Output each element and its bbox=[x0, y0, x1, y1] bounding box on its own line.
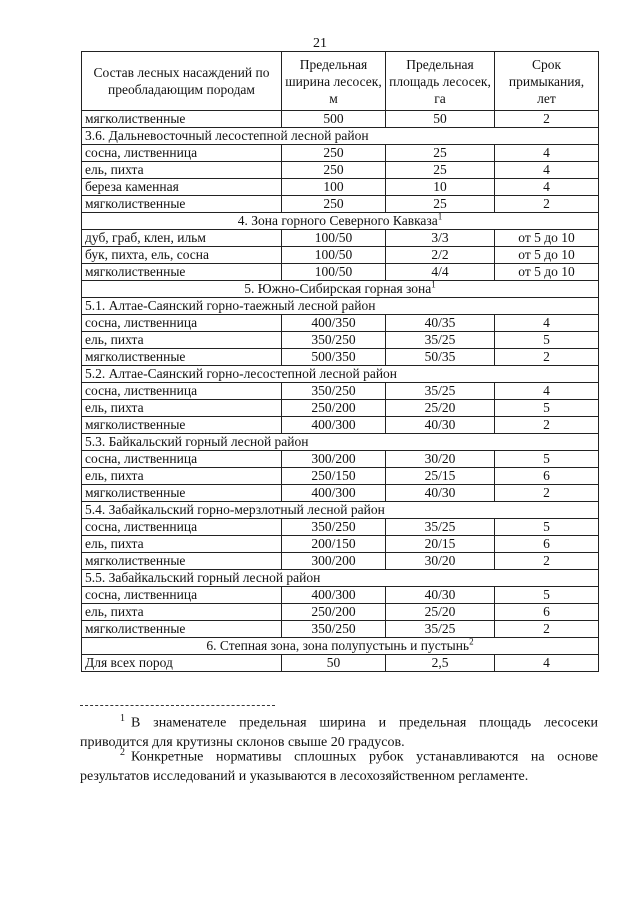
cell-species: мягколиственные bbox=[82, 417, 282, 434]
table-row bbox=[82, 111, 599, 128]
section-heading: 5.2. Алтае-Саянский горно-лесостепной лесной район bbox=[85, 366, 398, 381]
cell-width: 350/250 bbox=[282, 383, 386, 400]
cell-species: мягколиственные bbox=[82, 621, 282, 638]
cell-species: мягколиственные bbox=[82, 485, 282, 502]
cell-term: 5 bbox=[495, 587, 599, 604]
cell-width: 250 bbox=[282, 196, 386, 213]
cell-area: 30/20 bbox=[386, 553, 495, 570]
table-row bbox=[82, 162, 599, 179]
section-heading: 5.5. Забайкальский горный лесной район bbox=[85, 570, 321, 585]
cell-area: 25/20 bbox=[386, 400, 495, 417]
section-heading: 5.3. Байкальский горный лесной район bbox=[85, 434, 309, 449]
cell-area: 25 bbox=[386, 162, 495, 179]
footnote-2-text: Конкретные нормативы сплошных рубок устанавливаются на основе результатов исследований и указываются в лесохозяйственном регламенте. bbox=[80, 749, 598, 784]
table-row bbox=[82, 587, 599, 604]
cell-species: мягколиственные bbox=[82, 349, 282, 366]
table-row bbox=[82, 536, 599, 553]
cell-area: 40/30 bbox=[386, 417, 495, 434]
cell-species: ель, пихта bbox=[82, 536, 282, 553]
cell-area: 2,5 bbox=[386, 655, 495, 672]
table-row bbox=[82, 230, 599, 247]
cell-species: ель, пихта bbox=[82, 604, 282, 621]
cell-term: 5 bbox=[495, 519, 599, 536]
cell-species: ель, пихта bbox=[82, 162, 282, 179]
table-row bbox=[82, 332, 599, 349]
zone-heading: 5. Южно-Сибирская горная зона bbox=[244, 281, 432, 296]
cell-width: 400/300 bbox=[282, 485, 386, 502]
cell-term: 5 bbox=[495, 451, 599, 468]
footnote-2-mark: 2 bbox=[120, 747, 125, 758]
header-area: Предельная площадь лесосек, га bbox=[386, 52, 495, 111]
table-row bbox=[82, 621, 599, 638]
cell-term: 4 bbox=[495, 655, 599, 672]
zone-heading: 6. Степная зона, зона полупустынь и пустынь bbox=[206, 638, 470, 653]
cell-species: мягколиственные bbox=[82, 264, 282, 281]
table-row bbox=[82, 519, 599, 536]
section-heading-row bbox=[82, 298, 599, 315]
header-species: Состав лесных насаждений по преобладающим породам bbox=[82, 52, 282, 111]
cell-area: 50 bbox=[386, 111, 495, 128]
table-row bbox=[82, 655, 599, 672]
zone-heading: 4. Зона горного Северного Кавказа bbox=[237, 213, 438, 228]
cell-area: 50/35 bbox=[386, 349, 495, 366]
footnote-separator bbox=[80, 705, 275, 706]
cell-width: 250/150 bbox=[282, 468, 386, 485]
cell-width: 300/200 bbox=[282, 553, 386, 570]
cell-width: 250 bbox=[282, 162, 386, 179]
cell-width: 250 bbox=[282, 145, 386, 162]
footnote-ref: 1 bbox=[437, 212, 443, 222]
footnote-ref: 1 bbox=[431, 280, 436, 290]
cell-term: 6 bbox=[495, 604, 599, 621]
table-row bbox=[82, 383, 599, 400]
cell-width: 250/200 bbox=[282, 400, 386, 417]
zone-heading-row bbox=[82, 638, 599, 655]
table-row bbox=[82, 485, 599, 502]
table-row bbox=[82, 196, 599, 213]
cell-species: ель, пихта bbox=[82, 400, 282, 417]
footnote-1-mark: 1 bbox=[120, 713, 125, 724]
cell-area: 35/25 bbox=[386, 621, 495, 638]
cell-area: 40/35 bbox=[386, 315, 495, 332]
table-row bbox=[82, 179, 599, 196]
cell-width: 500/350 bbox=[282, 349, 386, 366]
table-row bbox=[82, 604, 599, 621]
cell-area: 25/15 bbox=[386, 468, 495, 485]
cell-area: 30/20 bbox=[386, 451, 495, 468]
footnote-2 bbox=[80, 743, 598, 786]
section-heading: 5.4. Забайкальский горно-мерзлотный лесной район bbox=[85, 502, 385, 517]
table-row bbox=[82, 264, 599, 281]
cell-width: 400/300 bbox=[282, 587, 386, 604]
cell-species: ель, пихта bbox=[82, 332, 282, 349]
cell-species: сосна, лиственница bbox=[82, 519, 282, 536]
cell-width: 100/50 bbox=[282, 230, 386, 247]
zone-heading-row bbox=[82, 213, 599, 230]
cell-species: мягколиственные bbox=[82, 196, 282, 213]
footnote-ref: 2 bbox=[469, 637, 474, 647]
header-width: Предельная ширина лесосек, м bbox=[282, 52, 386, 111]
cell-width: 200/150 bbox=[282, 536, 386, 553]
table-row bbox=[82, 553, 599, 570]
cell-width: 100/50 bbox=[282, 247, 386, 264]
cell-area: 40/30 bbox=[386, 587, 495, 604]
table-row bbox=[82, 247, 599, 264]
cell-area: 4/4 bbox=[386, 264, 495, 281]
cell-term: 4 bbox=[495, 162, 599, 179]
cell-term: 2 bbox=[495, 111, 599, 128]
clear-cutting-norms-table bbox=[81, 51, 599, 672]
cell-species: дуб, граб, клен, ильм bbox=[82, 230, 282, 247]
table-row bbox=[82, 349, 599, 366]
cell-area: 35/25 bbox=[386, 519, 495, 536]
cell-species: береза каменная bbox=[82, 179, 282, 196]
section-heading-row bbox=[82, 502, 599, 519]
cell-width: 50 bbox=[282, 655, 386, 672]
section-heading: 5.1. Алтае-Саянский горно-таежный лесной район bbox=[85, 298, 376, 313]
cell-term: 2 bbox=[495, 485, 599, 502]
cell-width: 350/250 bbox=[282, 621, 386, 638]
cell-term: 5 bbox=[495, 332, 599, 349]
cell-term: 4 bbox=[495, 145, 599, 162]
section-heading-row bbox=[82, 366, 599, 383]
table-header-row bbox=[82, 52, 599, 111]
cell-species: сосна, лиственница bbox=[82, 451, 282, 468]
cell-area: 2/2 bbox=[386, 247, 495, 264]
cell-area: 35/25 bbox=[386, 383, 495, 400]
cell-width: 350/250 bbox=[282, 519, 386, 536]
table-row bbox=[82, 468, 599, 485]
cell-term: 4 bbox=[495, 179, 599, 196]
cell-species: бук, пихта, ель, сосна bbox=[82, 247, 282, 264]
table-row bbox=[82, 451, 599, 468]
cell-width: 100/50 bbox=[282, 264, 386, 281]
header-term: Срок примыкания, лет bbox=[495, 52, 599, 111]
cell-term: 2 bbox=[495, 621, 599, 638]
cell-area: 40/30 bbox=[386, 485, 495, 502]
cell-area: 20/15 bbox=[386, 536, 495, 553]
cell-term: 2 bbox=[495, 417, 599, 434]
cell-term: 2 bbox=[495, 349, 599, 366]
cell-term: от 5 до 10 bbox=[495, 230, 599, 247]
table-row bbox=[82, 315, 599, 332]
cell-width: 500 bbox=[282, 111, 386, 128]
cell-term: 2 bbox=[495, 553, 599, 570]
cell-species: сосна, лиственница bbox=[82, 145, 282, 162]
cell-term: 6 bbox=[495, 536, 599, 553]
section-heading-row bbox=[82, 570, 599, 587]
cell-width: 250/200 bbox=[282, 604, 386, 621]
cell-area: 25 bbox=[386, 196, 495, 213]
cell-term: 5 bbox=[495, 400, 599, 417]
cell-width: 400/350 bbox=[282, 315, 386, 332]
cell-area: 35/25 bbox=[386, 332, 495, 349]
cell-area: 25/20 bbox=[386, 604, 495, 621]
cell-term: от 5 до 10 bbox=[495, 247, 599, 264]
cell-width: 400/300 bbox=[282, 417, 386, 434]
cell-width: 350/250 bbox=[282, 332, 386, 349]
table-row bbox=[82, 145, 599, 162]
cell-width: 100 bbox=[282, 179, 386, 196]
cell-species: сосна, лиственница bbox=[82, 587, 282, 604]
cell-species: ель, пихта bbox=[82, 468, 282, 485]
cell-width: 300/200 bbox=[282, 451, 386, 468]
cell-term: 6 bbox=[495, 468, 599, 485]
table-row bbox=[82, 417, 599, 434]
footnote-1-text: В знаменателе предельная ширина и предельная площадь лесосеки приводится для крутизны склонов свыше 20 градусов. bbox=[80, 715, 598, 750]
cell-term: 4 bbox=[495, 383, 599, 400]
cell-term: 2 bbox=[495, 196, 599, 213]
cell-area: 25 bbox=[386, 145, 495, 162]
cell-term: 4 bbox=[495, 315, 599, 332]
cell-species: мягколиственные bbox=[82, 111, 282, 128]
cell-term: от 5 до 10 bbox=[495, 264, 599, 281]
table-body bbox=[82, 111, 599, 672]
page-number: 21 bbox=[313, 36, 327, 51]
table-row bbox=[82, 400, 599, 417]
cell-area: 10 bbox=[386, 179, 495, 196]
cell-species: мягколиственные bbox=[82, 553, 282, 570]
zone-heading-row bbox=[82, 281, 599, 298]
cell-species: сосна, лиственница bbox=[82, 383, 282, 400]
section-heading-row bbox=[82, 434, 599, 451]
section-heading-row bbox=[82, 128, 599, 145]
cell-species: Для всех пород bbox=[82, 655, 282, 672]
cell-area: 3/3 bbox=[386, 230, 495, 247]
cell-species: сосна, лиственница bbox=[82, 315, 282, 332]
section-heading: 3.6. Дальневосточный лесостепной лесной район bbox=[85, 128, 369, 143]
